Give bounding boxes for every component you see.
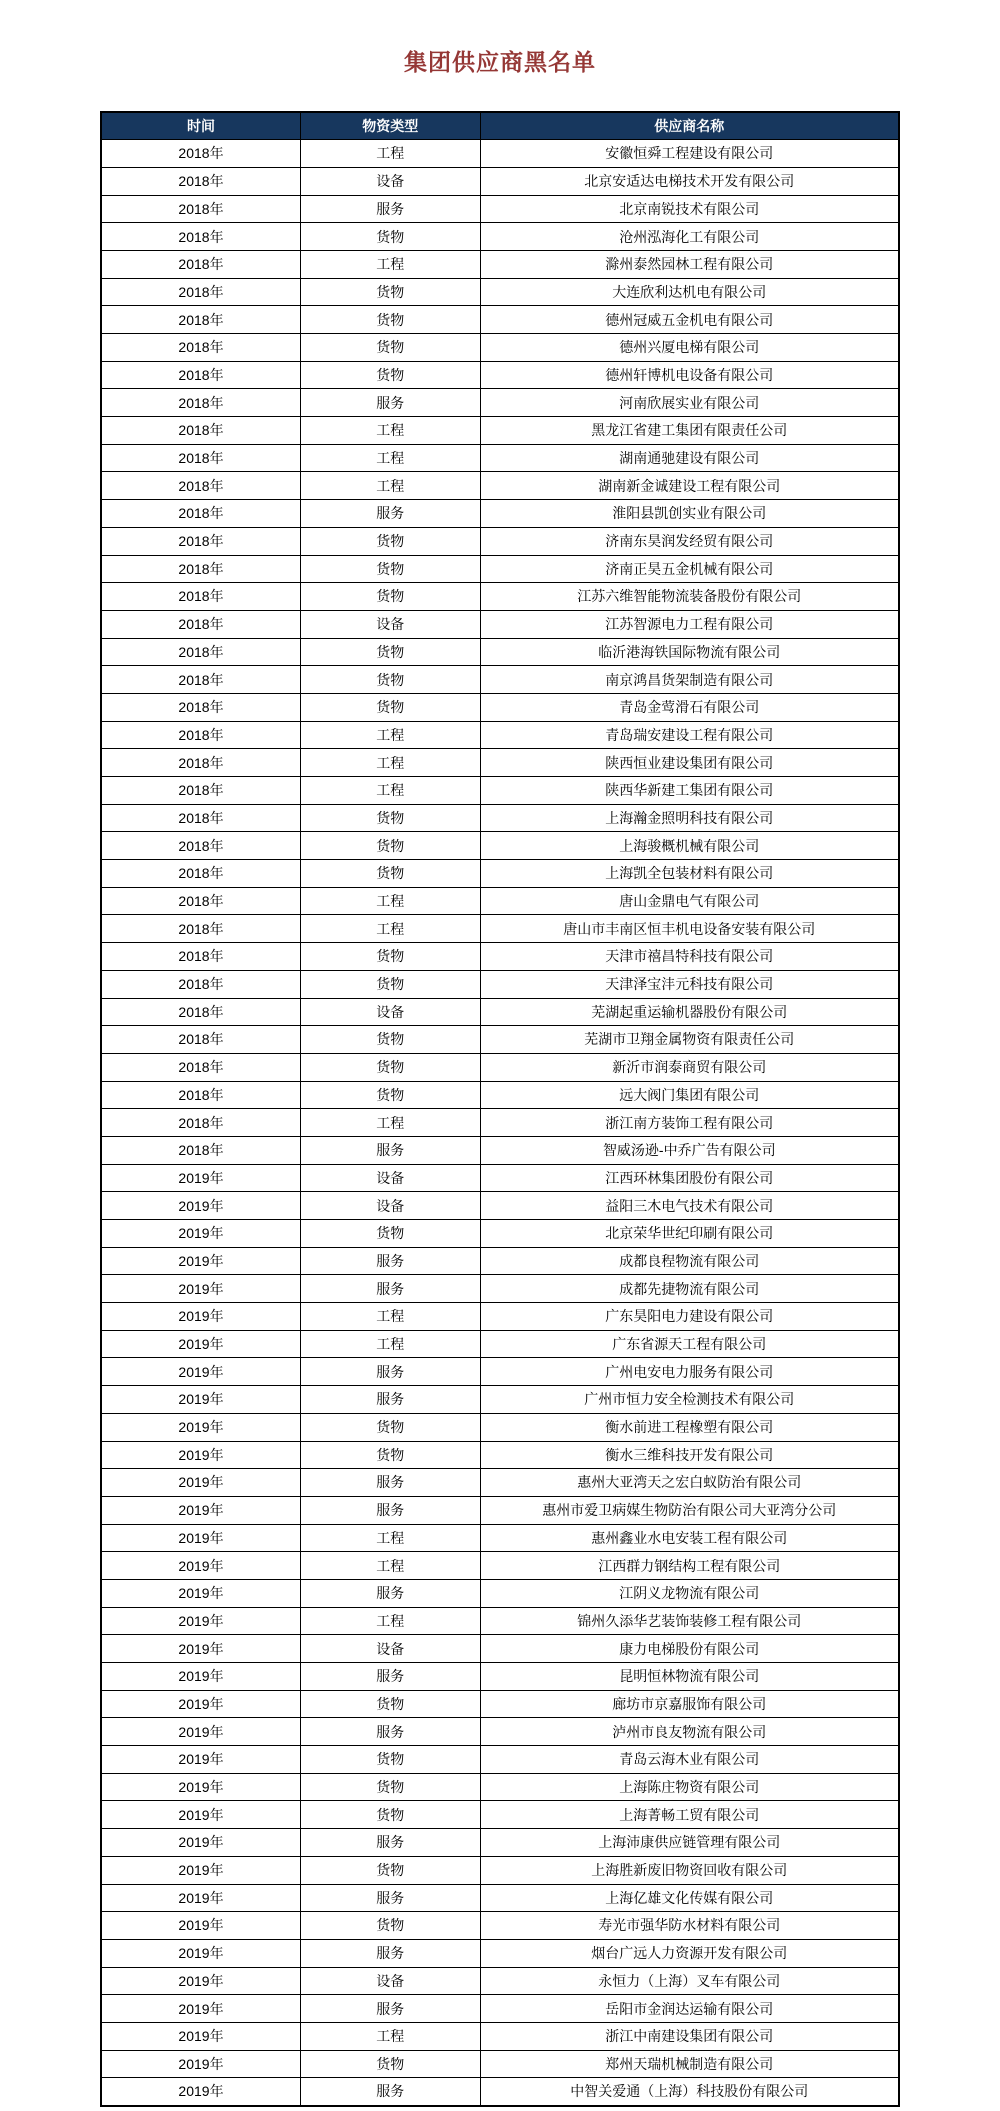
- cell-year: 2018年: [101, 943, 301, 971]
- cell-material-type: 设备: [301, 167, 481, 195]
- cell-supplier-name: 昆明恒林物流有限公司: [480, 1663, 899, 1691]
- table-row: [101, 1967, 899, 1995]
- table-row: [101, 887, 899, 915]
- table-row: [101, 1829, 899, 1857]
- table-row: [101, 1663, 899, 1691]
- cell-year: 2019年: [101, 1358, 301, 1386]
- cell-supplier-name: 天津市禧昌特科技有限公司: [480, 943, 899, 971]
- cell-supplier-name: 临沂港海铁国际物流有限公司: [480, 638, 899, 666]
- cell-material-type: 服务: [301, 1939, 481, 1967]
- table-row: [101, 610, 899, 638]
- cell-material-type: 工程: [301, 1109, 481, 1137]
- table-row: [101, 915, 899, 943]
- page-title: 集团供应商黑名单: [404, 49, 596, 75]
- table-row: [101, 1718, 899, 1746]
- table-row: [101, 860, 899, 888]
- cell-year: 2019年: [101, 2022, 301, 2050]
- cell-material-type: 货物: [301, 1856, 481, 1884]
- table-row: [101, 1496, 899, 1524]
- cell-supplier-name: 成都良程物流有限公司: [480, 1247, 899, 1275]
- cell-supplier-name: 北京南锐技术有限公司: [480, 195, 899, 223]
- table-row: [101, 1081, 899, 1109]
- table-row: [101, 1358, 899, 1386]
- cell-supplier-name: 益阳三木电气技术有限公司: [480, 1192, 899, 1220]
- cell-material-type: 服务: [301, 1829, 481, 1857]
- cell-material-type: 工程: [301, 472, 481, 500]
- cell-year: 2018年: [101, 860, 301, 888]
- cell-supplier-name: 唐山金鼎电气有限公司: [480, 887, 899, 915]
- cell-material-type: 货物: [301, 1801, 481, 1829]
- cell-supplier-name: 江阴义龙物流有限公司: [480, 1579, 899, 1607]
- table-row: [101, 777, 899, 805]
- cell-material-type: 工程: [301, 777, 481, 805]
- table-row: [101, 1912, 899, 1940]
- cell-year: 2019年: [101, 1469, 301, 1497]
- table-row: [101, 195, 899, 223]
- cell-material-type: 货物: [301, 1441, 481, 1469]
- cell-year: 2018年: [101, 361, 301, 389]
- table-row: [101, 1746, 899, 1774]
- table-row: [101, 832, 899, 860]
- cell-material-type: 服务: [301, 1469, 481, 1497]
- cell-material-type: 货物: [301, 306, 481, 334]
- cell-material-type: 货物: [301, 1413, 481, 1441]
- cell-material-type: 服务: [301, 1247, 481, 1275]
- cell-year: 2019年: [101, 1524, 301, 1552]
- table-row: [101, 1690, 899, 1718]
- cell-year: 2019年: [101, 1967, 301, 1995]
- cell-supplier-name: 成都先捷物流有限公司: [480, 1275, 899, 1303]
- table-row: [101, 1330, 899, 1358]
- table-row: [101, 167, 899, 195]
- table-row: [101, 500, 899, 528]
- cell-supplier-name: 郑州天瑞机械制造有限公司: [480, 2050, 899, 2078]
- cell-supplier-name: 衡水三维科技开发有限公司: [480, 1441, 899, 1469]
- cell-supplier-name: 上海亿雄文化传媒有限公司: [480, 1884, 899, 1912]
- table-row: [101, 1275, 899, 1303]
- table-row: [101, 1801, 899, 1829]
- cell-year: 2019年: [101, 1303, 301, 1331]
- cell-supplier-name: 湖南通驰建设有限公司: [480, 444, 899, 472]
- cell-material-type: 工程: [301, 1607, 481, 1635]
- cell-supplier-name: 天津泽宝沣元科技有限公司: [480, 970, 899, 998]
- supplier-blacklist-table: [100, 111, 900, 2107]
- table-row: [101, 638, 899, 666]
- cell-year: 2018年: [101, 887, 301, 915]
- cell-supplier-name: 泸州市良友物流有限公司: [480, 1718, 899, 1746]
- cell-material-type: 货物: [301, 583, 481, 611]
- table-header-row: [101, 112, 899, 140]
- cell-supplier-name: 上海骏概机械有限公司: [480, 832, 899, 860]
- table-row: [101, 2022, 899, 2050]
- cell-year: 2019年: [101, 2050, 301, 2078]
- cell-supplier-name: 烟台广远人力资源开发有限公司: [480, 1939, 899, 1967]
- table-row: [101, 1192, 899, 1220]
- cell-material-type: 工程: [301, 1552, 481, 1580]
- cell-material-type: 服务: [301, 195, 481, 223]
- cell-year: 2019年: [101, 1496, 301, 1524]
- cell-supplier-name: 安徽恒舜工程建设有限公司: [480, 140, 899, 168]
- cell-supplier-name: 智威汤逊-中乔广告有限公司: [480, 1136, 899, 1164]
- cell-supplier-name: 岳阳市金润达运输有限公司: [480, 1995, 899, 2023]
- table-row: [101, 1635, 899, 1663]
- cell-year: 2018年: [101, 610, 301, 638]
- cell-material-type: 货物: [301, 555, 481, 583]
- cell-material-type: 工程: [301, 915, 481, 943]
- table-row: [101, 1386, 899, 1414]
- cell-year: 2018年: [101, 334, 301, 362]
- table-row: [101, 527, 899, 555]
- cell-supplier-name: 中智关爱通（上海）科技股份有限公司: [480, 2078, 899, 2106]
- cell-year: 2018年: [101, 1081, 301, 1109]
- table-row: [101, 1856, 899, 1884]
- cell-material-type: 货物: [301, 361, 481, 389]
- cell-year: 2018年: [101, 250, 301, 278]
- cell-material-type: 服务: [301, 1718, 481, 1746]
- table-header: [101, 112, 899, 140]
- cell-year: 2019年: [101, 1275, 301, 1303]
- cell-year: 2019年: [101, 1690, 301, 1718]
- cell-material-type: 工程: [301, 721, 481, 749]
- cell-year: 2019年: [101, 1579, 301, 1607]
- cell-supplier-name: 青岛云海木业有限公司: [480, 1746, 899, 1774]
- cell-material-type: 设备: [301, 1635, 481, 1663]
- cell-year: 2019年: [101, 1663, 301, 1691]
- cell-year: 2019年: [101, 1856, 301, 1884]
- cell-year: 2018年: [101, 583, 301, 611]
- table-row: [101, 721, 899, 749]
- cell-year: 2018年: [101, 721, 301, 749]
- cell-supplier-name: 济南正昊五金机械有限公司: [480, 555, 899, 583]
- cell-year: 2018年: [101, 693, 301, 721]
- cell-year: 2018年: [101, 500, 301, 528]
- table-row: [101, 1579, 899, 1607]
- cell-year: 2019年: [101, 1607, 301, 1635]
- table-row: [101, 1524, 899, 1552]
- table-row: [101, 2050, 899, 2078]
- cell-material-type: 货物: [301, 223, 481, 251]
- cell-year: 2019年: [101, 1247, 301, 1275]
- table-row: [101, 417, 899, 445]
- cell-material-type: 服务: [301, 1386, 481, 1414]
- cell-supplier-name: 衡水前进工程橡塑有限公司: [480, 1413, 899, 1441]
- cell-supplier-name: 滁州泰然园林工程有限公司: [480, 250, 899, 278]
- cell-material-type: 货物: [301, 334, 481, 362]
- cell-supplier-name: 陕西恒业建设集团有限公司: [480, 749, 899, 777]
- table-row: [101, 278, 899, 306]
- table-row: [101, 1469, 899, 1497]
- table-row: [101, 250, 899, 278]
- table-row: [101, 1607, 899, 1635]
- table-row: [101, 1136, 899, 1164]
- cell-material-type: 服务: [301, 500, 481, 528]
- cell-material-type: 工程: [301, 1524, 481, 1552]
- cell-material-type: 服务: [301, 1995, 481, 2023]
- table-row: [101, 1303, 899, 1331]
- cell-supplier-name: 北京荣华世纪印刷有限公司: [480, 1220, 899, 1248]
- cell-supplier-name: 上海沛康供应链管理有限公司: [480, 1829, 899, 1857]
- table-row: [101, 693, 899, 721]
- table-row: [101, 223, 899, 251]
- cell-supplier-name: 远大阀门集团有限公司: [480, 1081, 899, 1109]
- cell-material-type: 货物: [301, 943, 481, 971]
- cell-supplier-name: 德州轩博机电设备有限公司: [480, 361, 899, 389]
- cell-supplier-name: 淮阳县凯创实业有限公司: [480, 500, 899, 528]
- cell-material-type: 设备: [301, 998, 481, 1026]
- table-row: [101, 749, 899, 777]
- cell-year: 2018年: [101, 417, 301, 445]
- cell-year: 2019年: [101, 1164, 301, 1192]
- table-row: [101, 361, 899, 389]
- cell-year: 2019年: [101, 1995, 301, 2023]
- cell-material-type: 服务: [301, 1136, 481, 1164]
- cell-supplier-name: 广州市恒力安全检测技术有限公司: [480, 1386, 899, 1414]
- cell-material-type: 货物: [301, 1746, 481, 1774]
- cell-supplier-name: 上海凯全包装材料有限公司: [480, 860, 899, 888]
- cell-year: 2019年: [101, 1746, 301, 1774]
- table-row: [101, 1552, 899, 1580]
- cell-year: 2019年: [101, 1386, 301, 1414]
- cell-year: 2018年: [101, 804, 301, 832]
- cell-material-type: 工程: [301, 1330, 481, 1358]
- table-row: [101, 1884, 899, 1912]
- cell-year: 2018年: [101, 278, 301, 306]
- cell-material-type: 货物: [301, 970, 481, 998]
- cell-year: 2019年: [101, 1413, 301, 1441]
- table-row: [101, 1773, 899, 1801]
- cell-material-type: 工程: [301, 417, 481, 445]
- table-row: [101, 1939, 899, 1967]
- cell-supplier-name: 江苏六维智能物流装备股份有限公司: [480, 583, 899, 611]
- cell-year: 2018年: [101, 1026, 301, 1054]
- cell-material-type: 货物: [301, 832, 481, 860]
- table-row: [101, 1109, 899, 1137]
- table-row: [101, 472, 899, 500]
- cell-supplier-name: 惠州大亚湾天之宏白蚁防治有限公司: [480, 1469, 899, 1497]
- cell-supplier-name: 河南欣展实业有限公司: [480, 389, 899, 417]
- cell-year: 2019年: [101, 1829, 301, 1857]
- cell-supplier-name: 上海陈庄物资有限公司: [480, 1773, 899, 1801]
- cell-supplier-name: 上海菁畅工贸有限公司: [480, 1801, 899, 1829]
- cell-material-type: 货物: [301, 1081, 481, 1109]
- cell-supplier-name: 江苏智源电力工程有限公司: [480, 610, 899, 638]
- cell-year: 2018年: [101, 195, 301, 223]
- cell-material-type: 货物: [301, 527, 481, 555]
- cell-material-type: 服务: [301, 1579, 481, 1607]
- cell-supplier-name: 唐山市丰南区恒丰机电设备安装有限公司: [480, 915, 899, 943]
- cell-year: 2018年: [101, 638, 301, 666]
- cell-supplier-name: 德州兴厦电梯有限公司: [480, 334, 899, 362]
- table-row: [101, 998, 899, 1026]
- cell-supplier-name: 青岛金莺滑石有限公司: [480, 693, 899, 721]
- cell-material-type: 工程: [301, 1303, 481, 1331]
- cell-material-type: 设备: [301, 1164, 481, 1192]
- cell-supplier-name: 芜湖市卫翔金属物资有限责任公司: [480, 1026, 899, 1054]
- cell-year: 2019年: [101, 1884, 301, 1912]
- cell-supplier-name: 上海瀚金照明科技有限公司: [480, 804, 899, 832]
- table-row: [101, 389, 899, 417]
- cell-supplier-name: 德州冠威五金机电有限公司: [480, 306, 899, 334]
- cell-supplier-name: 湖南新金诚建设工程有限公司: [480, 472, 899, 500]
- cell-material-type: 工程: [301, 749, 481, 777]
- cell-supplier-name: 浙江中南建设集团有限公司: [480, 2022, 899, 2050]
- cell-supplier-name: 芜湖起重运输机器股份有限公司: [480, 998, 899, 1026]
- column-header: 时间: [101, 112, 301, 140]
- table-row: [101, 666, 899, 694]
- cell-material-type: 货物: [301, 1053, 481, 1081]
- cell-year: 2019年: [101, 1912, 301, 1940]
- cell-material-type: 设备: [301, 1192, 481, 1220]
- cell-supplier-name: 康力电梯股份有限公司: [480, 1635, 899, 1663]
- table-row: [101, 1164, 899, 1192]
- cell-year: 2018年: [101, 832, 301, 860]
- cell-material-type: 工程: [301, 444, 481, 472]
- cell-material-type: 货物: [301, 1912, 481, 1940]
- cell-year: 2018年: [101, 167, 301, 195]
- table-row: [101, 943, 899, 971]
- cell-material-type: 货物: [301, 1220, 481, 1248]
- cell-supplier-name: 大连欣利达机电有限公司: [480, 278, 899, 306]
- cell-material-type: 设备: [301, 1967, 481, 1995]
- table-row: [101, 804, 899, 832]
- cell-supplier-name: 南京鸿昌货架制造有限公司: [480, 666, 899, 694]
- table-row: [101, 970, 899, 998]
- cell-supplier-name: 上海胜新废旧物资回收有限公司: [480, 1856, 899, 1884]
- table-row: [101, 140, 899, 168]
- cell-supplier-name: 新沂市润泰商贸有限公司: [480, 1053, 899, 1081]
- cell-year: 2019年: [101, 1220, 301, 1248]
- cell-year: 2019年: [101, 1635, 301, 1663]
- cell-material-type: 货物: [301, 804, 481, 832]
- cell-supplier-name: 北京安适达电梯技术开发有限公司: [480, 167, 899, 195]
- table-row: [101, 1026, 899, 1054]
- cell-supplier-name: 广东省源天工程有限公司: [480, 1330, 899, 1358]
- cell-supplier-name: 广东昊阳电力建设有限公司: [480, 1303, 899, 1331]
- cell-year: 2018年: [101, 1053, 301, 1081]
- cell-material-type: 货物: [301, 278, 481, 306]
- cell-supplier-name: 锦州久添华艺装饰装修工程有限公司: [480, 1607, 899, 1635]
- cell-year: 2019年: [101, 1939, 301, 1967]
- table-row: [101, 555, 899, 583]
- cell-year: 2019年: [101, 1552, 301, 1580]
- cell-material-type: 货物: [301, 2050, 481, 2078]
- cell-year: 2019年: [101, 1330, 301, 1358]
- cell-supplier-name: 陕西华新建工集团有限公司: [480, 777, 899, 805]
- cell-material-type: 服务: [301, 389, 481, 417]
- table-row: [101, 1220, 899, 1248]
- cell-supplier-name: 江西环林集团股份有限公司: [480, 1164, 899, 1192]
- cell-supplier-name: 广州电安电力服务有限公司: [480, 1358, 899, 1386]
- cell-year: 2018年: [101, 389, 301, 417]
- cell-material-type: 工程: [301, 887, 481, 915]
- cell-year: 2018年: [101, 1136, 301, 1164]
- column-header: 物资类型: [301, 112, 481, 140]
- column-header: 供应商名称: [480, 112, 899, 140]
- cell-supplier-name: 寿光市强华防水材料有限公司: [480, 1912, 899, 1940]
- cell-year: 2019年: [101, 1773, 301, 1801]
- cell-supplier-name: 沧州泓海化工有限公司: [480, 223, 899, 251]
- table-row: [101, 1053, 899, 1081]
- cell-material-type: 工程: [301, 140, 481, 168]
- cell-year: 2018年: [101, 140, 301, 168]
- cell-material-type: 货物: [301, 638, 481, 666]
- cell-year: 2018年: [101, 472, 301, 500]
- table-row: [101, 306, 899, 334]
- cell-year: 2019年: [101, 1441, 301, 1469]
- cell-year: 2018年: [101, 444, 301, 472]
- cell-supplier-name: 黑龙江省建工集团有限责任公司: [480, 417, 899, 445]
- table-row: [101, 1413, 899, 1441]
- cell-supplier-name: 江西群力钢结构工程有限公司: [480, 1552, 899, 1580]
- table-row: [101, 2078, 899, 2106]
- cell-material-type: 服务: [301, 1496, 481, 1524]
- table-row: [101, 583, 899, 611]
- cell-year: 2018年: [101, 666, 301, 694]
- table-row: [101, 334, 899, 362]
- cell-material-type: 工程: [301, 250, 481, 278]
- cell-year: 2018年: [101, 998, 301, 1026]
- cell-year: 2018年: [101, 777, 301, 805]
- cell-year: 2018年: [101, 970, 301, 998]
- cell-year: 2018年: [101, 527, 301, 555]
- cell-year: 2018年: [101, 555, 301, 583]
- cell-supplier-name: 廊坊市京嘉服饰有限公司: [480, 1690, 899, 1718]
- cell-material-type: 设备: [301, 610, 481, 638]
- table-body: [101, 140, 899, 2106]
- cell-year: 2019年: [101, 2078, 301, 2106]
- cell-supplier-name: 惠州鑫业水电安装工程有限公司: [480, 1524, 899, 1552]
- cell-material-type: 服务: [301, 1884, 481, 1912]
- cell-year: 2018年: [101, 306, 301, 334]
- cell-year: 2019年: [101, 1718, 301, 1746]
- cell-year: 2018年: [101, 915, 301, 943]
- cell-material-type: 货物: [301, 693, 481, 721]
- cell-supplier-name: 济南东昊润发经贸有限公司: [480, 527, 899, 555]
- cell-year: 2019年: [101, 1801, 301, 1829]
- cell-material-type: 货物: [301, 1026, 481, 1054]
- table-row: [101, 1247, 899, 1275]
- cell-supplier-name: 惠州市爱卫病媒生物防治有限公司大亚湾分公司: [480, 1496, 899, 1524]
- cell-year: 2018年: [101, 1109, 301, 1137]
- cell-year: 2019年: [101, 1192, 301, 1220]
- cell-year: 2018年: [101, 749, 301, 777]
- cell-material-type: 货物: [301, 1690, 481, 1718]
- cell-material-type: 服务: [301, 1358, 481, 1386]
- cell-material-type: 服务: [301, 1275, 481, 1303]
- cell-material-type: 货物: [301, 860, 481, 888]
- cell-material-type: 服务: [301, 2078, 481, 2106]
- table-row: [101, 1995, 899, 2023]
- document-content: [100, 0, 900, 2107]
- cell-material-type: 工程: [301, 2022, 481, 2050]
- cell-supplier-name: 浙江南方装饰工程有限公司: [480, 1109, 899, 1137]
- cell-supplier-name: 青岛瑞安建设工程有限公司: [480, 721, 899, 749]
- cell-supplier-name: 永恒力（上海）叉车有限公司: [480, 1967, 899, 1995]
- table-row: [101, 444, 899, 472]
- table-row: [101, 1441, 899, 1469]
- cell-material-type: 货物: [301, 666, 481, 694]
- cell-material-type: 货物: [301, 1773, 481, 1801]
- cell-year: 2018年: [101, 223, 301, 251]
- cell-material-type: 服务: [301, 1663, 481, 1691]
